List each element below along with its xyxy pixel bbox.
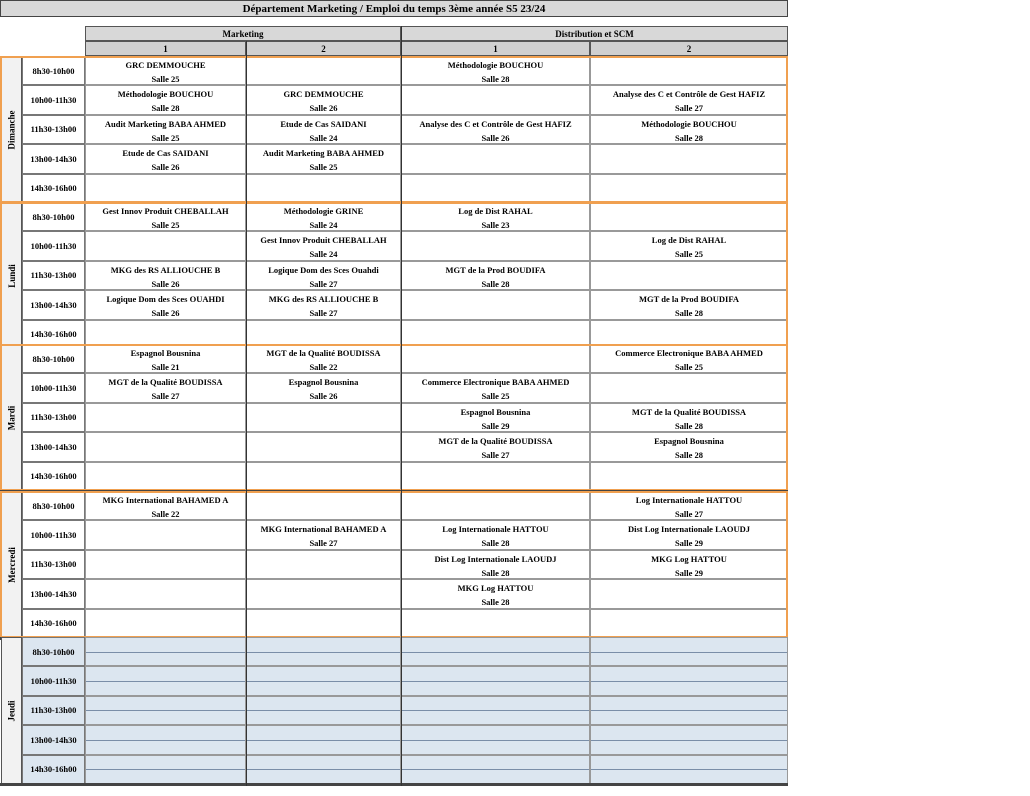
course-cell (246, 725, 401, 754)
room-label: Salle 26 (151, 162, 180, 173)
course-name: MGT de la Prod BOUDIFA (445, 264, 546, 275)
course-cell (246, 637, 401, 666)
course-cell (590, 56, 788, 85)
course-cell (401, 344, 590, 373)
time-slot: 8h30-10h00 (22, 56, 85, 85)
course-cell (85, 403, 246, 432)
course-cell (590, 85, 788, 114)
time-slot: 13h00-14h30 (22, 144, 85, 173)
course-cell (85, 696, 246, 725)
cell-divider (247, 652, 400, 653)
room-label: Salle 27 (674, 509, 704, 519)
room-label: Salle 28 (481, 538, 510, 549)
course-cell (85, 373, 246, 402)
time-slot: 8h30-10h00 (22, 491, 85, 520)
course-cell (590, 696, 788, 725)
room-label: Salle 26 (151, 308, 180, 319)
course-cell (246, 666, 401, 695)
course-cell (246, 344, 401, 373)
course-cell (590, 115, 788, 144)
course-cell (85, 290, 246, 319)
time-slot: 13h00-14h30 (22, 290, 85, 319)
cell-divider (247, 740, 400, 741)
course-cell (85, 637, 246, 666)
course-cell (85, 579, 246, 608)
cell-divider (402, 710, 589, 711)
course-name: Gest Innov Produit CHEBALLAH (260, 235, 387, 246)
day-label (1, 344, 22, 491)
time-slot: 10h00-11h30 (22, 85, 85, 114)
course-name: Etude de Cas SAIDANI (280, 118, 367, 129)
group-header: Distribution et SCM (401, 26, 788, 41)
course-cell (590, 609, 788, 638)
course-name: Log de Dist RAHAL (651, 235, 727, 246)
room-label: Salle 28 (674, 132, 704, 143)
course-cell (590, 520, 788, 549)
course-cell (401, 373, 590, 402)
cell-divider (247, 710, 400, 711)
course-cell (85, 725, 246, 754)
course-cell (590, 144, 788, 173)
course-name: MKG Log HATTOU (457, 583, 534, 594)
room-label: Salle 25 (481, 391, 510, 402)
room-label: Salle 25 (151, 220, 180, 230)
course-cell (246, 373, 401, 402)
course-name: Méthodologie BOUCHOU (641, 118, 737, 129)
room-label: Salle 22 (309, 362, 338, 372)
course-cell (590, 579, 788, 608)
time-slot: 13h00-14h30 (22, 579, 85, 608)
room-label: Salle 28 (481, 567, 510, 578)
time-slot: 14h30-16h00 (22, 755, 85, 784)
course-name: Etude de Cas SAIDANI (122, 148, 209, 159)
room-label: Salle 22 (151, 509, 180, 519)
time-slot: 13h00-14h30 (22, 432, 85, 461)
course-name: MGT de la Qualité BOUDISSA (438, 436, 553, 447)
column-divider (246, 41, 247, 786)
course-name: MGT de la Qualité BOUDISSA (266, 348, 381, 358)
course-cell (85, 261, 246, 290)
section-header: 2 (246, 41, 401, 56)
cell-divider (247, 769, 400, 770)
course-cell (246, 755, 401, 784)
course-cell (246, 403, 401, 432)
course-name: Gest Innov Produit CHEBALLAH (102, 206, 229, 216)
course-cell (401, 261, 590, 290)
course-cell (401, 174, 590, 203)
course-cell (401, 696, 590, 725)
course-cell (246, 520, 401, 549)
course-name: MGT de la Qualité BOUDISSA (631, 406, 747, 417)
cell-divider (591, 710, 787, 711)
course-name: Logique Dom des Sces OUAHDI (106, 294, 225, 305)
course-cell (590, 462, 788, 491)
course-name: Analyse des C et Contrôle de Gest HAFIZ (419, 118, 572, 129)
day-label (1, 637, 22, 784)
course-name: Commerce Electronique BABA AHMED (615, 348, 763, 358)
room-label: Salle 27 (481, 450, 510, 461)
course-cell (590, 666, 788, 695)
course-cell (590, 432, 788, 461)
room-label: Salle 29 (674, 567, 704, 578)
course-cell (401, 609, 590, 638)
course-cell (401, 56, 590, 85)
room-label: Salle 28 (481, 278, 510, 289)
course-name: Logique Dom des Sces Ouahdi (268, 264, 379, 275)
cell-divider (402, 769, 589, 770)
page-title: Département Marketing / Emploi du temps 3ème année S5 23/24 (0, 0, 788, 17)
time-slot: 14h30-16h00 (22, 174, 85, 203)
cell-divider (591, 740, 787, 741)
section-header: 2 (590, 41, 788, 56)
course-cell (85, 231, 246, 260)
course-cell (590, 261, 788, 290)
room-label: Salle 28 (151, 103, 180, 114)
time-slot: 14h30-16h00 (22, 609, 85, 638)
course-name: MGT de la Qualité BOUDISSA (108, 377, 223, 388)
course-cell (401, 637, 590, 666)
course-cell (401, 290, 590, 319)
course-name: MKG International BAHAMED A (102, 495, 229, 505)
day-name: Mercredi (6, 546, 17, 583)
time-slot: 10h00-11h30 (22, 373, 85, 402)
course-cell (590, 491, 788, 520)
course-cell (85, 755, 246, 784)
course-cell (246, 115, 401, 144)
day-name: Lundi (6, 263, 17, 288)
time-slot: 8h30-10h00 (22, 202, 85, 231)
time-slot: 10h00-11h30 (22, 520, 85, 549)
course-cell (246, 550, 401, 579)
cell-divider (86, 681, 245, 682)
course-cell (85, 432, 246, 461)
course-name: Audit Marketing BABA AHMED (262, 148, 385, 159)
room-label: Salle 26 (309, 103, 338, 114)
time-slot: 11h30-13h00 (22, 550, 85, 579)
course-cell (246, 290, 401, 319)
cell-divider (402, 652, 589, 653)
time-slot: 13h00-14h30 (22, 725, 85, 754)
course-cell (246, 202, 401, 231)
course-cell (246, 462, 401, 491)
course-cell (85, 462, 246, 491)
room-label: Salle 29 (674, 538, 704, 549)
course-cell (85, 520, 246, 549)
course-cell (85, 56, 246, 85)
course-cell (85, 609, 246, 638)
course-name: Log de Dist RAHAL (458, 206, 533, 216)
course-cell (590, 290, 788, 319)
course-cell (401, 579, 590, 608)
cell-divider (86, 710, 245, 711)
course-cell (401, 462, 590, 491)
room-label: Salle 27 (309, 308, 338, 319)
course-cell (401, 231, 590, 260)
time-slot: 10h00-11h30 (22, 231, 85, 260)
room-label: Salle 28 (674, 420, 704, 431)
course-cell (401, 85, 590, 114)
course-cell (246, 85, 401, 114)
course-cell (85, 344, 246, 373)
course-name: MKG International BAHAMED A (260, 524, 387, 535)
course-name: Log Internationale HATTOU (635, 495, 743, 505)
course-cell (401, 666, 590, 695)
room-label: Salle 29 (481, 420, 510, 431)
course-cell (85, 174, 246, 203)
course-cell (590, 202, 788, 231)
course-name: MKG des RS ALLIOUCHE B (268, 294, 379, 305)
course-cell (590, 725, 788, 754)
time-slot: 14h30-16h00 (22, 462, 85, 491)
course-cell (246, 144, 401, 173)
course-cell (246, 231, 401, 260)
room-label: Salle 27 (674, 103, 704, 114)
room-label: Salle 25 (674, 249, 704, 260)
cell-divider (86, 652, 245, 653)
day-label (1, 56, 22, 203)
cell-divider (591, 681, 787, 682)
day-label (1, 202, 22, 349)
cell-divider (591, 652, 787, 653)
time-slot: 8h30-10h00 (22, 637, 85, 666)
time-slot: 10h00-11h30 (22, 666, 85, 695)
course-cell (85, 115, 246, 144)
day-name: Dimanche (6, 110, 17, 149)
cell-divider (86, 769, 245, 770)
course-cell (401, 403, 590, 432)
course-cell (246, 696, 401, 725)
day-label (1, 491, 22, 638)
course-name: Dist Log Internationale LAOUDJ (627, 524, 751, 535)
course-name: Commerce Electronique BABA AHMED (421, 377, 570, 388)
cell-divider (247, 681, 400, 682)
course-name: Méthodologie GRINE (283, 206, 364, 216)
course-cell (246, 174, 401, 203)
course-name: Espagnol Bousnina (288, 377, 359, 388)
course-cell (401, 550, 590, 579)
group-header: Marketing (85, 26, 401, 41)
day-separator (0, 783, 788, 786)
cell-divider (402, 681, 589, 682)
room-label: Salle 28 (481, 74, 510, 84)
course-name: GRC DEMMOUCHE (283, 89, 364, 100)
course-cell (246, 261, 401, 290)
course-cell (401, 202, 590, 231)
course-name: MKG des RS ALLIOUCHE B (110, 264, 221, 275)
course-cell (401, 725, 590, 754)
course-cell (590, 755, 788, 784)
course-cell (401, 520, 590, 549)
course-name: Espagnol Bousnina (654, 436, 724, 447)
room-label: Salle 25 (151, 74, 180, 84)
room-label: Salle 28 (674, 308, 704, 319)
course-name: Espagnol Bousnina (130, 348, 201, 358)
course-cell (85, 202, 246, 231)
course-name: MKG Log HATTOU (651, 553, 727, 564)
cell-divider (86, 740, 245, 741)
course-cell (590, 344, 788, 373)
course-cell (590, 231, 788, 260)
room-label: Salle 27 (309, 278, 338, 289)
time-slot: 14h30-16h00 (22, 320, 85, 349)
course-name: Analyse des C et Contrôle de Gest HAFIZ (612, 89, 766, 100)
course-cell (85, 550, 246, 579)
course-cell (401, 115, 590, 144)
time-slot: 11h30-13h00 (22, 115, 85, 144)
course-cell (401, 755, 590, 784)
course-cell (590, 373, 788, 402)
section-header: 1 (401, 41, 590, 56)
course-name: Méthodologie BOUCHOU (117, 89, 214, 100)
course-cell (85, 666, 246, 695)
room-label: Salle 24 (309, 220, 338, 230)
cell-divider (591, 769, 787, 770)
room-label: Salle 26 (151, 278, 180, 289)
course-cell (590, 174, 788, 203)
room-label: Salle 25 (151, 132, 180, 143)
room-label: Salle 28 (674, 450, 704, 461)
course-cell (590, 550, 788, 579)
room-label: Salle 23 (481, 220, 510, 230)
course-cell (246, 491, 401, 520)
room-label: Salle 21 (151, 362, 180, 372)
course-name: Log Internationale HATTOU (442, 524, 549, 535)
course-cell (401, 432, 590, 461)
time-slot: 8h30-10h00 (22, 344, 85, 373)
room-label: Salle 24 (309, 249, 338, 260)
room-label: Salle 26 (309, 391, 338, 402)
time-slot: 11h30-13h00 (22, 403, 85, 432)
section-header: 1 (85, 41, 246, 56)
course-cell (246, 609, 401, 638)
room-label: Salle 25 (674, 362, 704, 372)
course-name: Méthodologie BOUCHOU (447, 60, 544, 70)
course-name: Dist Log Internationale LAOUDJ (434, 553, 557, 564)
course-cell (85, 144, 246, 173)
room-label: Salle 27 (151, 391, 180, 402)
room-label: Salle 27 (309, 538, 338, 549)
course-name: GRC DEMMOUCHE (125, 60, 206, 70)
course-cell (246, 432, 401, 461)
room-label: Salle 26 (481, 132, 510, 143)
course-cell (246, 579, 401, 608)
room-label: Salle 24 (309, 132, 338, 143)
group-divider (401, 26, 402, 786)
room-label: Salle 25 (309, 162, 338, 173)
course-name: MGT de la Prod BOUDIFA (638, 294, 740, 305)
course-name: Audit Marketing BABA AHMED (104, 118, 227, 129)
course-cell (85, 491, 246, 520)
time-slot: 11h30-13h00 (22, 261, 85, 290)
room-label: Salle 28 (481, 597, 510, 608)
course-cell (590, 637, 788, 666)
course-cell (401, 144, 590, 173)
course-name: Espagnol Bousnina (460, 406, 531, 417)
course-cell (401, 491, 590, 520)
cell-divider (402, 740, 589, 741)
course-cell (590, 403, 788, 432)
course-cell (85, 85, 246, 114)
day-name: Jeudi (6, 699, 17, 722)
day-name: Mardi (6, 405, 17, 430)
time-slot: 11h30-13h00 (22, 696, 85, 725)
course-cell (246, 56, 401, 85)
